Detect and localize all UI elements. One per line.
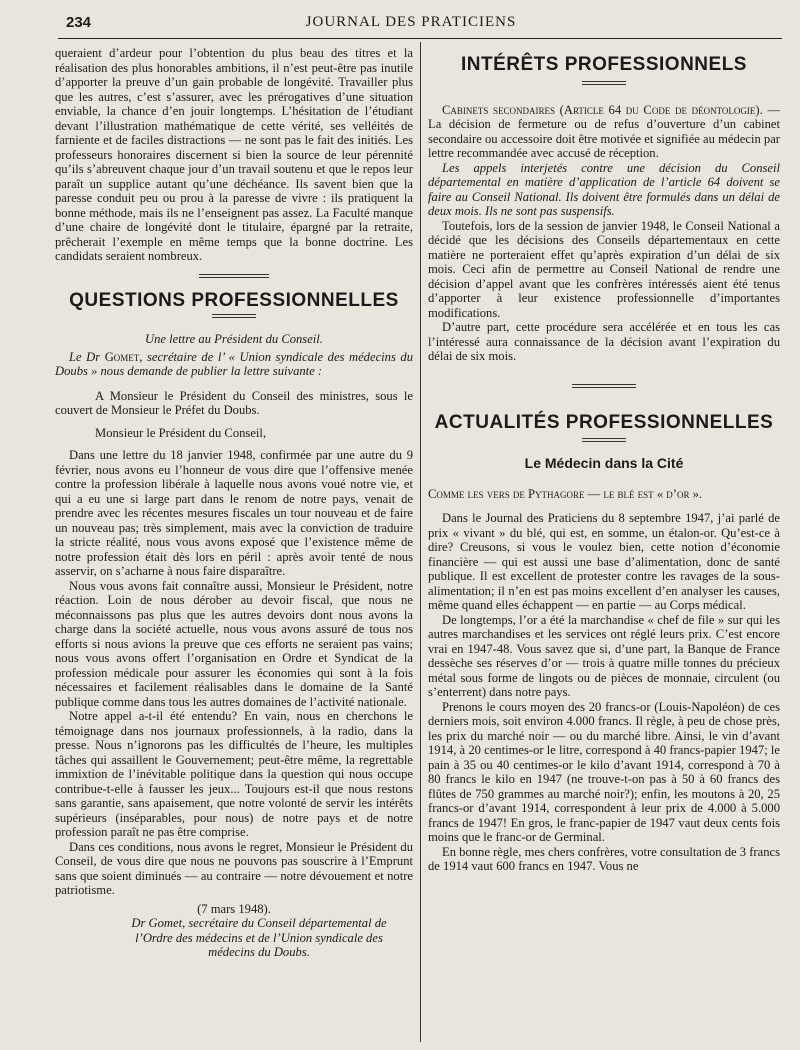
letter-paragraph: Dans une lettre du 18 janvier 1948, confirmée par une autre du 9 février, nous avons eu l’honneur de vous dire que l’offensive menée contre la profession libérale à laquelle nous avons voué notre vie, et qui a eu une si large part dans le renom de notre pays, venait de prendre avec les récentes mesures fiscales un tour nouveau et de faire un nouveau pas; très simplement, mais avec la conviction de traduire la stricte réalité, nous vous avons exposé que l’existence même de notre profession était dès lors en péril : après avoir tenté de nous asservir, on s’acharne à nous faire disparaître. [55, 448, 413, 578]
page-number: 234 [66, 14, 92, 31]
article-heading: Cabinets secondaires (Article 64 du Code de déontologie). [442, 102, 763, 117]
letter-intro-pre: Le Dr [69, 349, 105, 364]
left-column [55, 46, 413, 960]
section-title-interets: INTÉRÊTS PROFESSIONNELS [461, 54, 747, 75]
article-paragraph: Les appels interjetés contre une décision du Conseil départemental en matière d’application de l’article 64 doivent se faire au Conseil National. Ils doivent être formulés dans un délai de deux mois. Ils ne sont pas suspensifs. [428, 160, 780, 218]
section-title-actualites: ACTUALITÉS PROFESSIONNELLES [434, 411, 774, 433]
letter-paragraph: Notre appel a-t-il été entendu? En vain, nous en cherchons le témoignage dans nos journaux professionnels, à la radio, dans la presse. Nous n’ignorons pas les difficultés de l’heure, les multiples tâches qui assaillent le Gouvernement; peut-être même, la regrettable immixtion de l’inévitable politique dans la question qui nous occupe contribue-t-elle à fausser les jeux... Toujours est-il que nous restons sans garantie, sans apaisement, que notre volonté de servir les intérêts supérieurs (inséparables, pour nous) de notre pays et de notre profession paraît ne pas être comprise. [55, 709, 413, 839]
letter-signature: Dr Gomet, secrétaire du Conseil départemental de l’Ordre des médecins et de l’Union syndicale des médecins du Doubs. [131, 916, 387, 959]
letter-intro-post: , secrétaire de l’ « Union syndicale des médecins du Doubs » nous demande de publier la lettre suivante : [55, 349, 413, 378]
article-paragraph: De longtemps, l’or a été la marchandise « chef de file » sur qui les autres marchandises et les services ont réglé leurs prix. C’est encore vrai en 1947-48. Vous savez que si, d’une part, la Banque de France dessèche ses réserves d’or — trois à quatre mille tonnes du précieux métal sous forme de lingots ou de pièces de monnaie, circulent (ou s’enterrent) dans notre pays. [428, 612, 780, 699]
journal-title: JOURNAL DES PRATICIENS [305, 14, 517, 30]
header-rule [58, 38, 782, 39]
article-paragraph: D’autre part, cette procédure sera accélérée et en tous les cas l’intéressé aura connaissance de la décision avant l’expiration du délai de six mois. [428, 320, 780, 363]
article-paragraph: Prenons le cours moyen des 20 francs-or (Louis-Napoléon) de ces derniers mois, soit environ 4.000 francs. Il règle, à peu de chose près, les prix du marché noir — ou du marché libre. Ainsi, le vin d’avant 1914, à 20 centimes-or le litre, correspond à 40 francs-papier 1947; le pain à 35 ou 40 centimes-or le kilo d’avant 1914, correspond à 70 à 80 francs le kilo en 1947 (ne trouve-t-on pas à 50 à 60 francs des flûtes de 750 grammes au marché noir?); enfin, les moutons à 20, 25 francs-or d’avant 1914, correspondent à leur prix de 4.000 à 5.000 francs de 1947! En gros, le franc-papier de 1947 vaut deux cents fois moins que le franc-or de Germinal. [428, 699, 780, 844]
intro-paragraph: queraient d’ardeur pour l’obtention du plus beau des titres et la réalisation des plus honorables ambitions, il n’est peut-être pas inutile d’apporter la preuve d’un gain probable de longévité. Travailler plus que les autres, c’est s’assurer, avec les prérogatives d’une situation enviable, la chance d’en jouir longtemps. L’hésitation de l’étudiant devant l’illustration mathématique de cette vérité, ses velléités de farniente et de faciles distractions — ne sont pas le fait des initiés. Les professeurs honoraires discernent si bien la source de leur pérennité qu’ils s’abreuvent chaque jour d’un travail soutenu et que le repos leur paraît un supplice autant qu’une déchéance. Ils savent bien que la paresse conduit peu ou prou à la paresse de vivre : ils pratiquent la bonne méthode, mais ils ne l’enseignent pas assez. La Faculté manque d’une chaire de longévité dont le titulaire, épargné par la retraite, prêcherait l’exemple en même temps que la bonne doctrine. Les candidats seraient nombreux. [55, 46, 413, 263]
letter-paragraph: Dans ces conditions, nous avons le regret, Monsieur le Président du Conseil, de vous dire que nous ne pouvons pas souscrire à l’Emprunt sans que soient diminués — au contraire — notre dévouement et notre patriotisme. [55, 839, 413, 897]
right-column [428, 46, 780, 874]
section-rule [199, 274, 269, 278]
letter-address: A Monsieur le Président du Conseil des ministres, sous le couvert de Monsieur le Préfet du Doubs. [55, 388, 413, 417]
article-paragraph [428, 103, 780, 161]
author-name: Gomet [104, 349, 140, 364]
section-rule [212, 314, 256, 318]
article-rubric: Comme les vers de Pythagore — le blé est « d’or ». [428, 486, 703, 501]
letter-intro [55, 350, 413, 379]
article-body: — La décision de fermeture ou de refus d’ouverture d’un cabinet secondaire ou accessoire doit être motivée et signifiée au médecin par lettre recommandée avec accusé de réception. [428, 102, 780, 160]
running-header [66, 14, 756, 38]
section-title-questions: QUESTIONS PROFESSIONNELLES [69, 289, 399, 311]
letter-title: Une lettre au Président du Conseil. [145, 332, 323, 346]
section-rule [582, 438, 626, 442]
article-paragraph: Toutefois, lors de la session de janvier 1948, le Conseil National a décidé que les décisions des Conseils départementaux en cette matière ne porteraient effet qu’après expiration d’un délai de six mois. Ceci afin de permettre au Conseil National de rendre une décision d’appel avant que les confrères intéressés aient été tenus d’apporter à leur existence professionnelle d’importantes modifications. [428, 218, 780, 320]
article-paragraph: Dans le Journal des Praticiens du 8 septembre 1947, j’ai parlé de prix « vivant » du blé, qui est, en somme, un étalon-or. Qu’est-ce à dire? Creusons, si vous le voulez bien, cette notion d’économie financière — qui est aussi une base d’alimentation, donc de santé publique. Il est excellent de protester contre les ravages de la sous-alimentation; il n’en est pas moins excellent d’en analyser les causes, même quand elles échappent — en partie — au Corps médical. [428, 511, 780, 612]
section-rule [582, 81, 626, 85]
article-subtitle: Le Médecin dans la Cité [524, 455, 684, 471]
letter-salutation: Monsieur le Président du Conseil, [95, 425, 267, 440]
letter-date: (7 mars 1948). [197, 901, 271, 916]
article-paragraph: En bonne règle, mes chers confrères, votre consultation de 3 francs de 1914 vaut 600 francs en 1947. Vous ne [428, 844, 780, 873]
letter-paragraph: Nous vous avons fait connaître aussi, Monsieur le Président, notre réaction. Loin de nous dérober au devoir fiscal, que nous ne méconnaissons pas plus que les autres devoirs dont nous avons la charge dans la société actuelle, nous vous avons assuré de tous nos efforts si nous avions la preuve que ces efforts ne seraient pas vains; nous vous avons offert l’organisation en Ordre et Syndicat de la profession médicale pour assurer les économies qui sont à la fois nécessaires et facilement réalisables dans le domaine de la Santé publique comme dans tous les autres domaines de l’activité nationale. [55, 578, 413, 709]
column-divider [420, 42, 421, 1042]
